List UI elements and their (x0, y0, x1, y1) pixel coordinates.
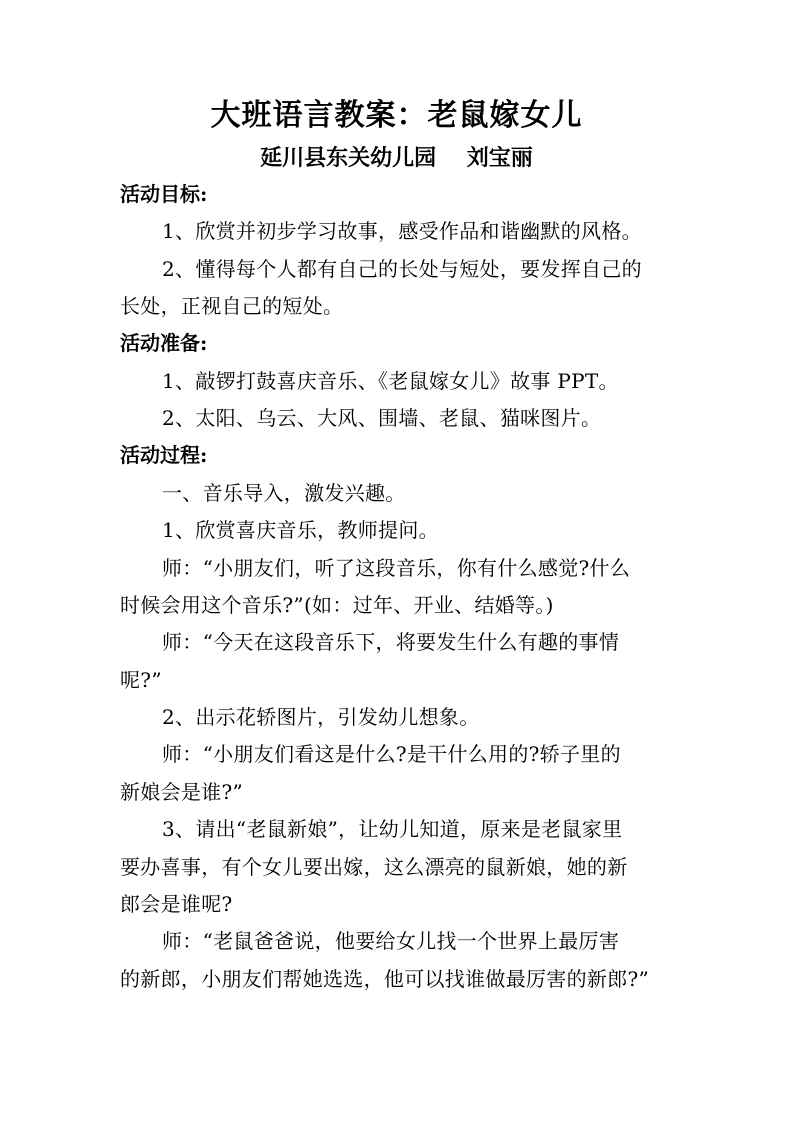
process-line: 郎会是谁呢? (120, 892, 233, 916)
process-line: 3、请出“老鼠新娘”，让幼儿知道，原来是老鼠家里 (162, 817, 623, 841)
section-heading-goals: 活动目标: (120, 182, 208, 206)
process-line: 师：“今天在这段音乐下，将要发生什么有趣的事情 (162, 630, 620, 654)
process-line: 要办喜事，有个女儿要出嫁，这么漂亮的鼠新娘，她的新 (120, 855, 628, 879)
goals-line: 长处，正视自己的短处。 (120, 294, 344, 318)
process-line: 呢?” (120, 668, 162, 692)
process-line: 2、出示花轿图片，引发幼儿想象。 (162, 705, 480, 729)
document-title: 大班语言教案：老鼠嫁女儿 (210, 98, 583, 133)
section-heading-preparation: 活动准备: (120, 331, 208, 355)
preparation-line: 2、太阳、乌云、大风、围墙、老鼠、猫咪图片。 (162, 406, 602, 430)
process-line: 的新郎，小朋友们帮她选选，他可以找谁做最厉害的新郎?” (120, 967, 650, 991)
process-line: 1、欣赏喜庆音乐，教师提问。 (162, 518, 439, 542)
preparation-line: 1、敲锣打鼓喜庆音乐、《老鼠嫁女儿》故事 PPT。 (162, 369, 619, 393)
goals-line: 1、欣赏并初步学习故事，感受作品和谐幽默的风格。 (162, 219, 642, 243)
process-line: 新娘会是谁?” (120, 780, 244, 804)
goals-line: 2、懂得每个人都有自己的长处与短处，要发挥自己的 (162, 257, 642, 281)
process-line: 师：“老鼠爸爸说，他要给女儿找一个世界上最厉害 (162, 929, 620, 953)
section-heading-process: 活动过程: (120, 443, 208, 467)
process-line: 师：“小朋友们，听了这段音乐，你有什么感觉?什么 (162, 556, 631, 580)
process-line: 时候会用这个音乐?”(如：过年、开业、结婚等。) (120, 593, 554, 617)
process-line: 一、音乐导入，激发兴趣。 (162, 481, 406, 505)
document-subtitle: 延川县东关幼儿园 刘宝丽 (260, 145, 533, 171)
process-line: 师：“小朋友们看这是什么?是干什么用的?轿子里的 (162, 742, 621, 766)
